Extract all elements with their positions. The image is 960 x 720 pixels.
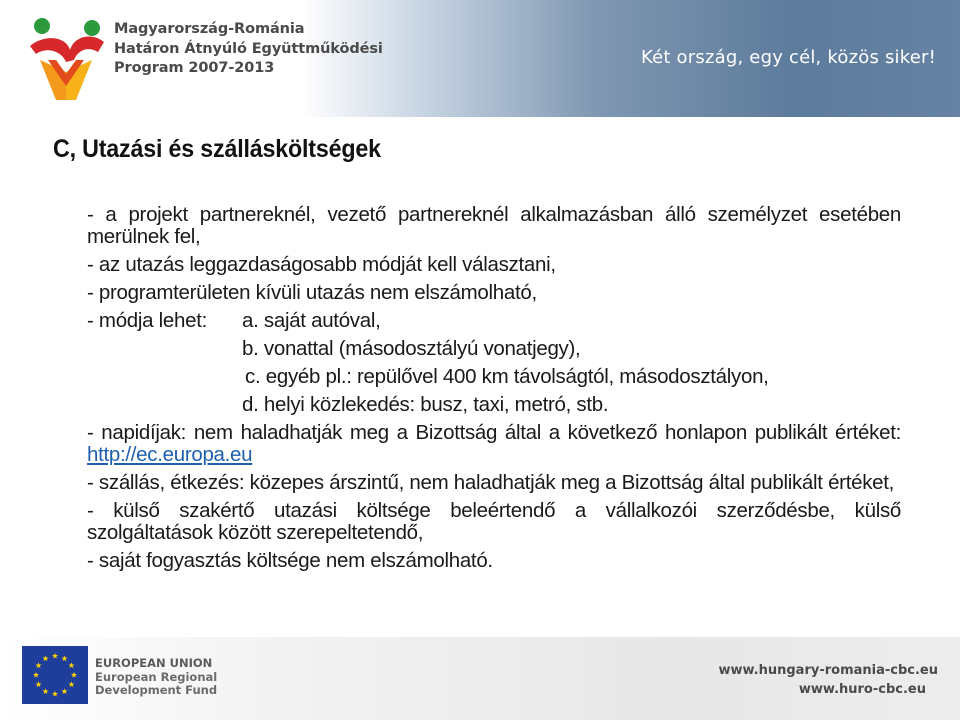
list-item: - saját fogyasztás költsége nem elszámolható. (87, 549, 493, 572)
program-name-line: Magyarország-Románia (114, 21, 305, 37)
travel-mode-option: b. vonattal (másodosztályú vonatjegy), (242, 337, 581, 360)
program-name-line: Program 2007-2013 (114, 60, 275, 76)
footer-links (718, 661, 938, 699)
travel-mode-option: a. saját autóval, (242, 309, 381, 332)
footer-link-huro[interactable]: www.huro-cbc.eu (798, 682, 926, 697)
travel-mode-option: c. egyéb pl.: repülővel 400 km távolságtól, másodosztályon, (245, 365, 769, 388)
slide-title: C, Utazási és szállásköltségek (53, 135, 381, 163)
eu-fund-line: Development Fund (95, 683, 218, 697)
slide-header (0, 0, 960, 117)
list-item: - az utazás leggazdaságosabb módját kell választani, (87, 253, 556, 276)
eu-fund-label (95, 657, 217, 698)
list-item: - programterületen kívüli utazás nem elszámolható, (87, 281, 537, 304)
program-name (114, 20, 383, 79)
list-item: - a projekt partnereknél, vezető partnereknél alkalmazásban álló személyzet esetében merülnek fel, (87, 203, 901, 248)
eu-fund-line: European Regional (95, 669, 218, 684)
slide-content (87, 204, 901, 572)
program-name-line: Határon Átnyúló Együttműködési (114, 40, 383, 57)
travel-mode-row (87, 310, 901, 332)
footer-link-hungary-romania[interactable]: www.hungary-romania-cbc.eu (718, 663, 938, 678)
eu-flag-icon (22, 646, 88, 704)
ec-europa-link[interactable]: http://ec.europa.eu (87, 443, 253, 466)
list-item (87, 422, 901, 466)
list-item-text: - napidíjak: nem haladhatják meg a Bizottság által a következő honlapon publikált értéket: (87, 421, 901, 444)
list-item: - szállás, étkezés: közepes árszintű, nem haladhatják meg a Bizottság által publikált értéket, (87, 471, 895, 494)
program-logo-icon (26, 16, 106, 100)
travel-mode-option: d. helyi közlekedés: busz, taxi, metró, stb. (242, 393, 609, 416)
header-slogan: Két ország, egy cél, közös siker! (641, 47, 936, 68)
eu-fund-line: EUROPEAN UNION (95, 656, 213, 670)
list-item: - külső szakértő utazási költsége beleértendő a vállalkozói szerződésbe, külső szolgáltatások között szerepeltetendő, (87, 499, 901, 544)
travel-mode-label: - módja lehet: (87, 309, 208, 332)
